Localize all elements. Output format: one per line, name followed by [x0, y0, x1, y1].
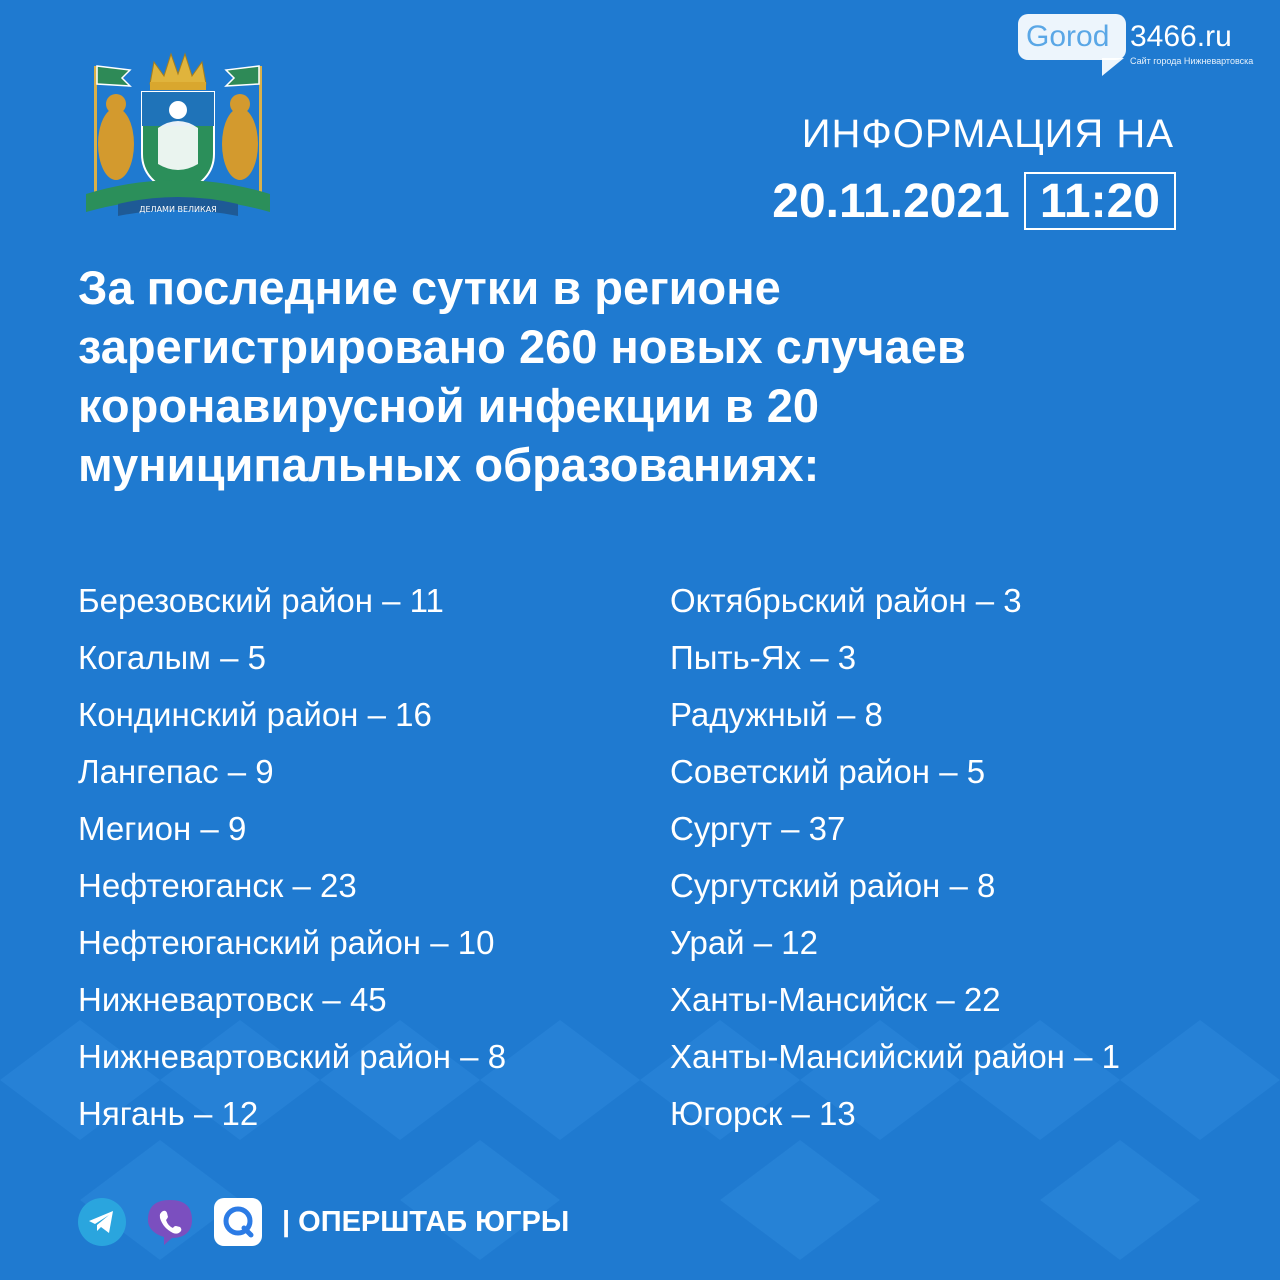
viber-icon[interactable]	[146, 1198, 194, 1246]
list-item: Нягань – 12	[78, 1095, 259, 1132]
footer	[78, 1196, 569, 1248]
headline: За последние сутки в регионе зарегистрировано 260 новых случаев коронавирусной инфекции в 20 муниципальных образованиях:	[78, 261, 966, 491]
watermark-city: Gorod	[1026, 20, 1110, 53]
report-date: 20.11.2021	[772, 174, 1010, 228]
emblem-motto: ДЕЛАМИ ВЕЛИКАЯ	[139, 205, 217, 214]
list-item: Ханты-Мансийский район – 1	[670, 1038, 1120, 1075]
report-time: 11:20	[1024, 172, 1176, 230]
info-label: ИНФОРМАЦИЯ НА	[801, 112, 1174, 156]
list-item: Кондинский район – 16	[78, 696, 432, 733]
site-watermark	[1018, 14, 1268, 76]
watermark-number: 3466.ru	[1130, 20, 1232, 53]
list-item: Югорск – 13	[670, 1095, 856, 1132]
watermark-subtitle: Сайт города Нижневартовска	[1130, 56, 1254, 66]
list-item: Урай – 12	[670, 924, 819, 961]
list-item: Березовский район – 11	[78, 582, 444, 619]
cases-list-left	[78, 572, 506, 1142]
icq-icon[interactable]	[214, 1198, 262, 1246]
list-item: Сургут – 37	[670, 810, 846, 847]
watermark-bubble-tail	[1102, 58, 1124, 76]
list-item: Пыть-Ях – 3	[670, 639, 857, 676]
list-item: Октябрьский район – 3	[670, 582, 1022, 619]
list-item: Нефтеюганск – 23	[78, 867, 357, 904]
list-item: Нижневартовский район – 8	[78, 1038, 507, 1075]
list-item: Нефтеюганский район – 10	[78, 924, 495, 961]
list-item: Мегион – 9	[78, 810, 247, 847]
footer-label: | ОПЕРШТАБ ЮГРЫ	[282, 1205, 570, 1238]
date-time-row	[772, 172, 1176, 230]
list-item: Ханты-Мансийск – 22	[670, 981, 1001, 1018]
list-item: Радужный – 8	[670, 696, 883, 733]
telegram-icon[interactable]	[78, 1198, 126, 1246]
cases-list-right	[670, 572, 1120, 1142]
coat-of-arms-icon	[78, 44, 278, 224]
list-item: Нижневартовск – 45	[78, 981, 387, 1018]
list-item: Советский район – 5	[670, 753, 986, 790]
list-item: Сургутский район – 8	[670, 867, 996, 904]
list-item: Лангепас – 9	[78, 753, 274, 790]
list-item: Когалым – 5	[78, 639, 266, 676]
